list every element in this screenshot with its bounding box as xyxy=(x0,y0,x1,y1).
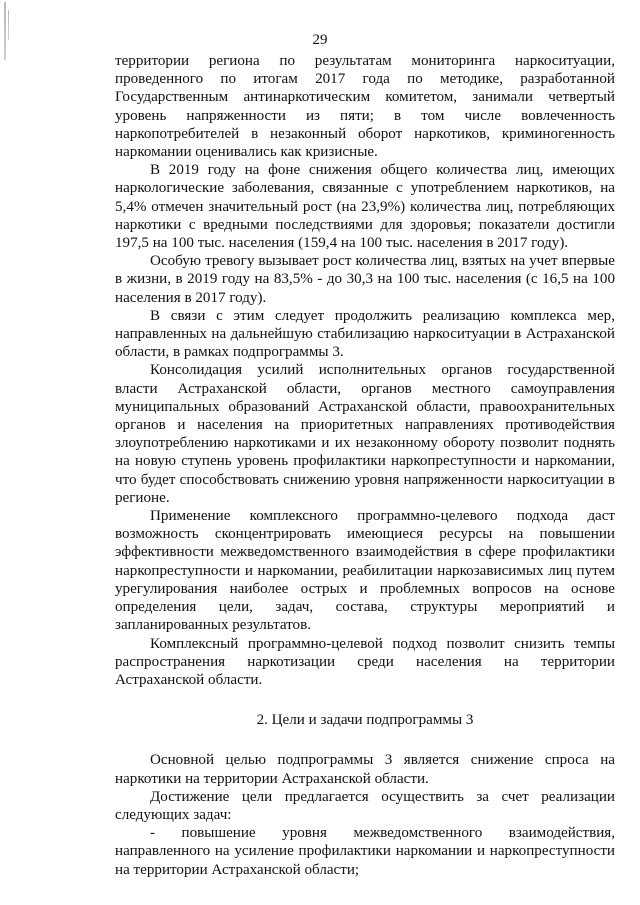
scan-edge-mark xyxy=(4,2,6,60)
paragraph: Достижение цели предлагается осуществить за счет реализации следующих задач: xyxy=(115,788,615,823)
paragraph: Применение комплексного программно-целевого подхода даст возможность сконцентрировать имеющиеся ресурсы на повышении эффективности межведомственного взаимодействия в сфере профилактики наркопреступности и наркомании, реабилитации наркозависимых лиц путем урегулирования наиболее острых и проблемных вопросов на основе определения цели, задач, состава, структуры мероприятий и запланированных результатов. xyxy=(115,508,615,634)
paragraph: Комплексный программно-целевой подход позволит снизить темпы распространения наркотизации среди населения на территории Астраханской области. xyxy=(115,635,615,688)
paragraph: Особую тревогу вызывает рост количества лиц, взятых на учет впервые в жизни, в 2019 году на 83,5% - до 30,3 на 100 тыс. населения (с 16,5 на 100 населения в 2017 году). xyxy=(115,253,615,306)
paragraph: Основной целью подпрограммы 3 является снижение спроса на наркотики на территории Астраханской области. xyxy=(115,752,615,787)
list-item: - повышение уровня межведомственного взаимодействия, направленного на усиление профилактики наркомании и наркопреступности на территории Астраханской области; xyxy=(115,825,615,878)
page-number: 29 xyxy=(312,32,328,48)
paragraph: В связи с этим следует продолжить реализацию комплекса мер, направленных на дальнейшую стабилизацию наркоситуации в Астраханской области, в рамках подпрограммы 3. xyxy=(115,307,615,361)
section-heading: 2. Цели и задачи подпрограммы 3 xyxy=(256,712,474,729)
paragraph: территории региона по результатам мониторинга наркоситуации, проведенного по итогам 2017 года по методике, разработанной Государственным антинаркотическим комитетом, занимали четвертый уровень напряженности из пяти; в том числе вовлеченность наркопотребителей в незаконный оборот наркотиков, криминогенность наркомании оценивались как кризисные. xyxy=(115,53,615,161)
document-body xyxy=(115,52,615,879)
paragraph: Консолидация усилий исполнительных органов государственной власти Астраханской области, органов местного самоуправления муниципальных образований Астраханской области, правоохранительных органов и населения на приоритетных направлениях противодействия злоупотреблению наркотиками и их незаконному обороту позволит поднять на новую ступень уровень профилактики наркопреступности и наркомании, что будет способствовать снижению уровня напряженности наркоситуации в регионе. xyxy=(115,362,615,506)
paragraph: В 2019 году на фоне снижения общего количества лиц, имеющих наркологические заболевания, связанные с употреблением наркотиков, на 5,4% отмечен значительный рост (на 23,9%) количества лиц, потребляющих наркотики с вредными последствиями для здоровья; показатели достигли 197,5 на 100 тыс. населения (159,4 на 100 тыс. населения в 2017 году). xyxy=(115,162,615,252)
